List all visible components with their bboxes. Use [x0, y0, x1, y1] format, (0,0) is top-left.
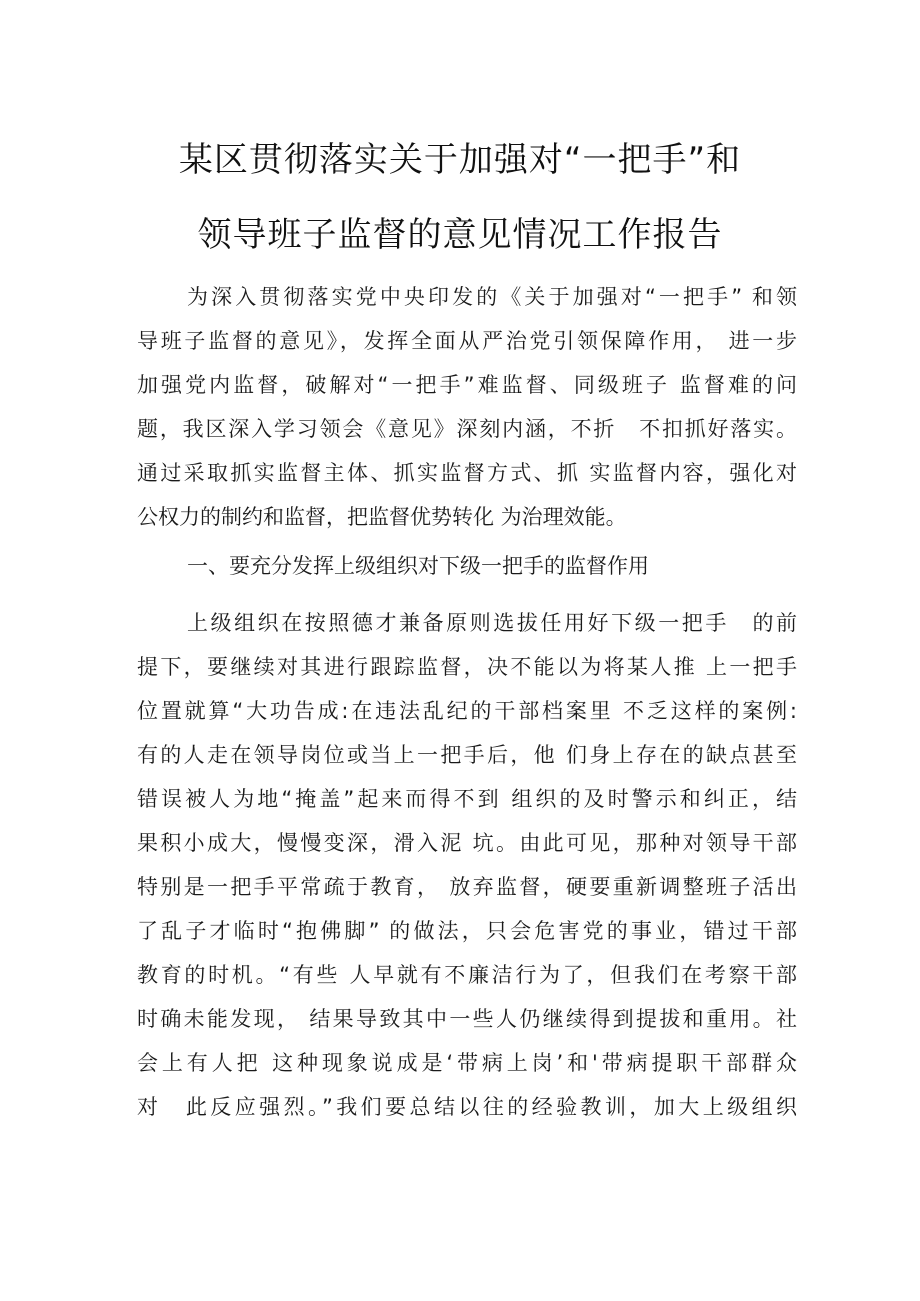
paragraph-line: 上级组织在按照德才兼备原则选拔任用好下级一把手 的前	[187, 611, 797, 635]
paragraph-line: 位置就算“大功告成:在违法乱纪的干部档案里 不乏这样的案例:	[137, 699, 797, 723]
paragraph-line: 特别是一把手平常疏于教育， 放弃监督，硬要重新调整班子活出	[137, 875, 797, 899]
paragraph-line: 有的人走在领导岗位或当上一把手后，他 们身上存在的缺点甚至	[137, 743, 797, 767]
paragraph-line: 会上有人把 这种现象说成是‘带病上岗’和'带病提职干部群众	[137, 1051, 797, 1075]
paragraph-line: 错误被人为地“掩盖”起来而得不到 组织的及时警示和纠正，结	[137, 787, 797, 811]
paragraph-line: 提下，要继续对其进行跟踪监督，决不能以为将某人推 上一把手	[137, 655, 797, 679]
paragraph-line: 果积小成大，慢慢变深，滑入泥 坑。由此可见，那种对领导干部	[137, 831, 797, 855]
paragraph-line: 为深入贯彻落实党中央印发的《关于加强对“一把手” 和领	[187, 285, 797, 309]
paragraph-line: 对 此反应强烈。”我们要总结以往的经验教训，加大上级组织	[137, 1095, 797, 1119]
paragraph-line: 导班子监督的意见》，发挥全面从严治党引领保障作用， 进一步	[137, 329, 797, 353]
paragraph-line: 了乱子才临时“抱佛脚” 的做法，只会危害党的事业，错过干部	[137, 919, 797, 943]
section-heading: 一、要充分发挥上级组织对下级一把手的监督作用	[187, 554, 649, 578]
paragraph-line: 教育的时机。“有些 人早就有不廉洁行为了，但我们在考察干部	[137, 963, 797, 987]
document-title-line-1: 某区贯彻落实关于加强对“一把手”和	[178, 140, 742, 180]
paragraph-line: 通过采取抓实监督主体、抓实监督方式、抓 实监督内容，强化对	[137, 461, 797, 485]
paragraph-line: 时确未能发现， 结果导致其中一些人仍继续得到提拔和重用。社	[137, 1007, 797, 1031]
paragraph-line: 公权力的制约和监督，把监督优势转化 为治理效能。	[137, 505, 627, 529]
paragraph-line: 加强党内监督，破解对“一把手”难监督、同级班子 监督难的问	[137, 373, 797, 397]
paragraph-line: 题，我区深入学习领会《意见》深刻内涵，不折 不扣抓好落实。	[137, 417, 797, 441]
document-title-line-2: 领导班子监督的意见情况工作报告	[197, 215, 723, 255]
